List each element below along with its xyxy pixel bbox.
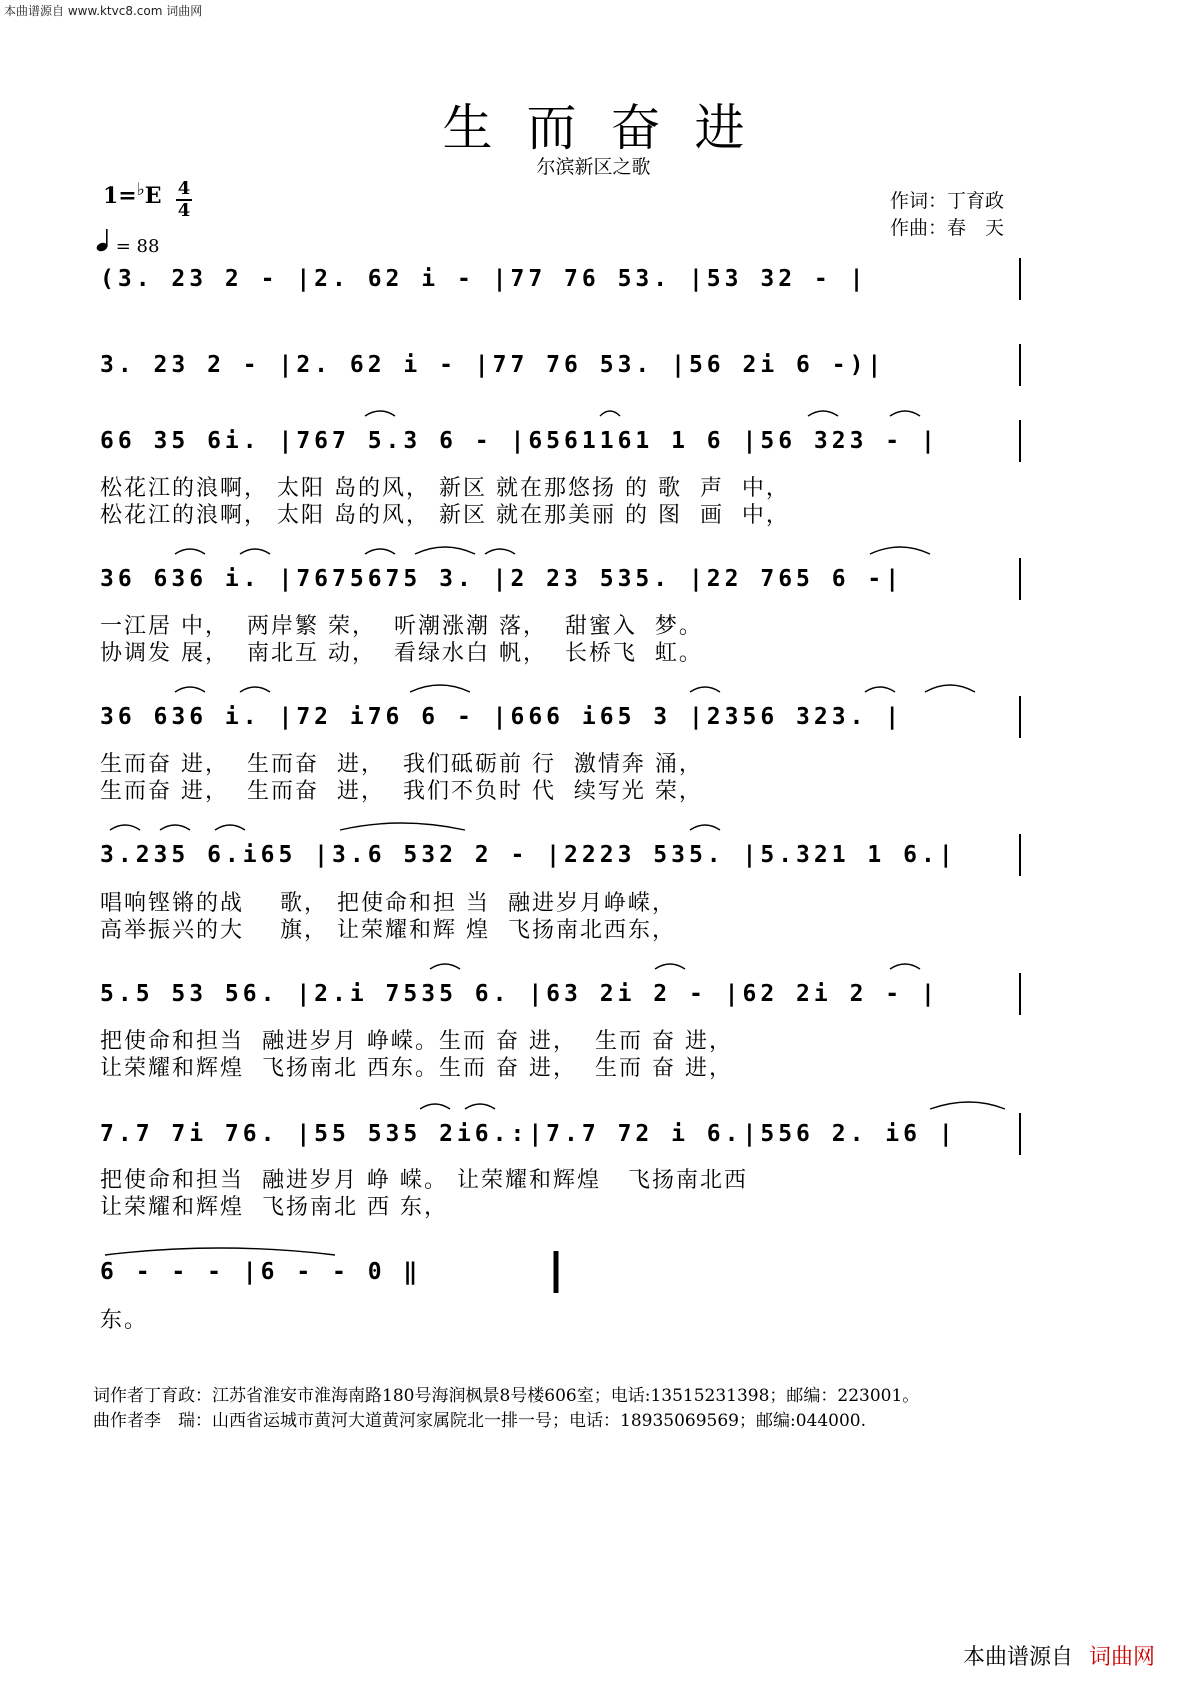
notation-row-6: 3.235 6.i65 |3.6 532 2 - |2223 535. |5.321 1 6.| <box>100 842 957 868</box>
brand-right: 词曲网 <box>1088 1645 1155 1670</box>
lyric-row-3-verse-1: 松花江的浪啊， 太阳 岛的风， 新区 就在那悠扬 的 歌 声 中， <box>100 476 790 501</box>
notation-row-5: 36 636 i. |72 i76 6 - |666 i65 3 |2356 323. | <box>100 704 904 730</box>
lyric-row-6-verse-2: 高举振兴的大 旗， 让荣耀和辉 煌 飞扬南北西东， <box>100 918 676 943</box>
composer: 作曲：春 天 <box>890 217 1005 239</box>
song-title: 生而奋进 <box>442 99 779 157</box>
lyric-row-5-verse-1: 生而奋 进， 生而奋 进， 我们砥砺前 行 激情奔 涌， <box>100 752 703 777</box>
song-subtitle: 尔滨新区之歌 <box>536 156 651 178</box>
lyric-row-4-verse-2: 协调发 展， 南北互 动， 看绿水白 帆， 长桥飞 虹。 <box>100 641 703 666</box>
lyric-row-5-verse-2: 生而奋 进， 生而奋 进， 我们不负时 代 续写光 荣， <box>100 779 703 804</box>
site-header: 本曲谱源自 www.ktvc8.com 词曲网 <box>4 4 203 18</box>
lyric-row-8-verse-1: 把使命和担当 融进岁月 峥 嵘。 让荣耀和辉煌 飞扬南北西 <box>100 1168 748 1193</box>
notation-row-3: 66 35 6i. |767 5.3 6 - |6561161 1 6 |56 323 - | <box>100 428 939 454</box>
tempo-value: = 88 <box>115 236 160 257</box>
lyric-row-7-verse-2: 让荣耀和辉煌 飞扬南北 西东。生而 奋 进， 生而 奋 进， <box>100 1056 733 1081</box>
notation-row-9: 6 - - - |6 - - 0 ‖ <box>100 1259 422 1285</box>
brand-watermark <box>963 1640 1155 1671</box>
notation-row-7: 5.5 53 56. |2.i 7535 6. |63 2i 2 - |62 2i 2 - | <box>100 981 939 1007</box>
key-letter: E <box>144 183 162 209</box>
notation-row-2: 3. 23 2 - |2. 62 i - |77 76 53. |56 2i 6 -)| <box>100 352 886 378</box>
lyricist: 作词：丁育政 <box>890 190 1005 212</box>
lyric-row-6-verse-1: 唱响铿锵的战 歌， 把使命和担 当 融进岁月峥嵘， <box>100 891 676 916</box>
lyric-row-9-verse-1: 东。 <box>100 1308 149 1333</box>
flat-icon: ♭ <box>136 180 145 200</box>
lyric-row-3-verse-2: 松花江的浪啊， 太阳 岛的风， 新区 就在那美丽 的 图 画 中， <box>100 503 790 528</box>
brand-left: 本曲谱源自 <box>962 1645 1073 1670</box>
key-prefix: 1= <box>103 183 137 209</box>
footer-lyricist-contact: 词作者丁育政：江苏省淮安市淮海南路180号海润枫景8号楼606室；电话:13515231398；邮编：223001。 <box>93 1386 920 1406</box>
lyric-row-7-verse-1: 把使命和担当 融进岁月 峥嵘。生而 奋 进， 生而 奋 进， <box>100 1029 733 1054</box>
footer-contacts <box>93 1384 919 1434</box>
time-top: 4 <box>177 178 191 199</box>
notation-row-1: (3. 23 2 - |2. 62 i - |77 76 53. |53 32 - | <box>100 266 868 292</box>
lyric-row-4-verse-1: 一江居 中， 两岸繁 荣， 听潮涨潮 落， 甜蜜入 梦。 <box>100 614 703 639</box>
notation-row-4: 36 636 i. |7675675 3. |2 23 535. |22 765 6 -| <box>100 566 904 592</box>
notation-row-8: 7.7 7i 76. |55 535 2i6.:|7.7 72 i 6.|556 2. i6 | <box>100 1121 957 1147</box>
lyric-row-8-verse-2: 让荣耀和辉煌 飞扬南北 西 东， <box>100 1195 448 1220</box>
footer-composer-contact: 曲作者李 瑞：山西省运城市黄河大道黄河家属院北一排一号；电话：18935069569；邮编:044000. <box>93 1411 867 1431</box>
time-bottom: 4 <box>177 200 191 221</box>
